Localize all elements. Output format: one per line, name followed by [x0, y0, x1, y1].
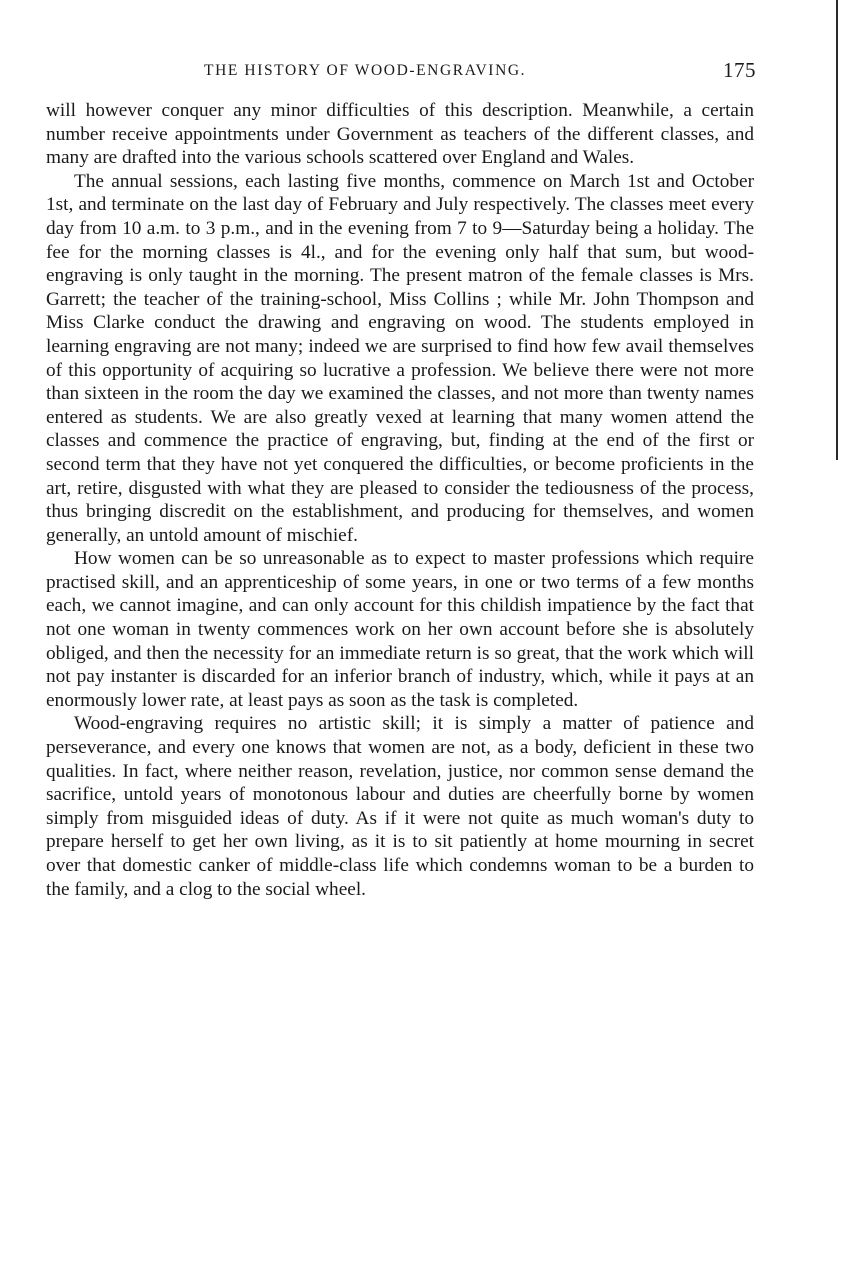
- page-header: [46, 58, 758, 90]
- paragraph-women-unreasonable: How women can be so unreasonable as to expect to master professions which require practised skill, and an apprenticeship of some years, in one or two terms of a few months each, we cannot imagine, and can only account for this childish impatience by the fact that not one woman in twenty commences work on her own account before she is absolutely obliged, and then the necessity for an immediate return is so great, that the work which will not pay instanter is discarded for an inferior branch of industry, which, while it pays at an enormously lower rate, at least pays as soon as the task is completed.: [46, 548, 754, 711]
- page-number: 175: [723, 58, 756, 82]
- page-edge-line: [836, 0, 838, 460]
- paragraph-annual-sessions: The annual sessions, each lasting five months, commence on March 1st and October 1st, and terminate on the last day of February and July respectively. The classes meet every day from 10 a.m. to 3 p.m., and in the evening from 7 to 9—Saturday being a holiday. The fee for the morning classes is 4l., and for the evening only half that sum, but wood-engraving is only taught in the morning. The present matron of the female classes is Mrs. Garrett; the teacher of the training-school, Miss Collins ; while Mr. John Thompson and Miss Clarke conduct the drawing and engraving on wood. The students employed in learning engraving are not many; indeed we are surprised to find how few avail themselves of this opportunity of acquiring so lucrative a profession. We believe there were not more than sixteen in the room the day we examined the classes, and not more than twenty names entered as students. We are also greatly vexed at learning that many women attend the classes and commence the practice of engraving, but, finding at the end of the first or second term that they have not yet conquered the difficulties, or become proficients in the art, retire, disgusted with what they are pleased to consider the tediousness of the process, thus bringing discredit on the establishment, and producing for themselves, and women generally, an untold amount of mischief.: [46, 170, 754, 546]
- paragraph-wood-engraving-skill: Wood-engraving requires no artistic skill; it is simply a matter of patience and perseverance, and every one knows that women are not, as a body, deficient in these two qualities. In fact, where neither reason, revelation, justice, nor common sense demand the sacrifice, untold years of monotonous labour and duties are cheerfully borne by women simply from misguided ideas of duty. As if it were not quite as much woman's duty to prepare herself to get her own living, as it is to sit patiently at home mourning in secret over that domestic canker of middle-class life which condemns woman to be a burden to the family, and a clog to the social wheel.: [46, 713, 754, 900]
- body-text: [46, 99, 754, 901]
- paragraph-continuation: will however conquer any minor difficulties of this description. Meanwhile, a certain number receive appointments under Government as teachers of the different classes, and many are drafted into the various schools scattered over England and Wales.: [46, 100, 754, 169]
- running-title: THE HISTORY OF WOOD-ENGRAVING.: [204, 62, 527, 79]
